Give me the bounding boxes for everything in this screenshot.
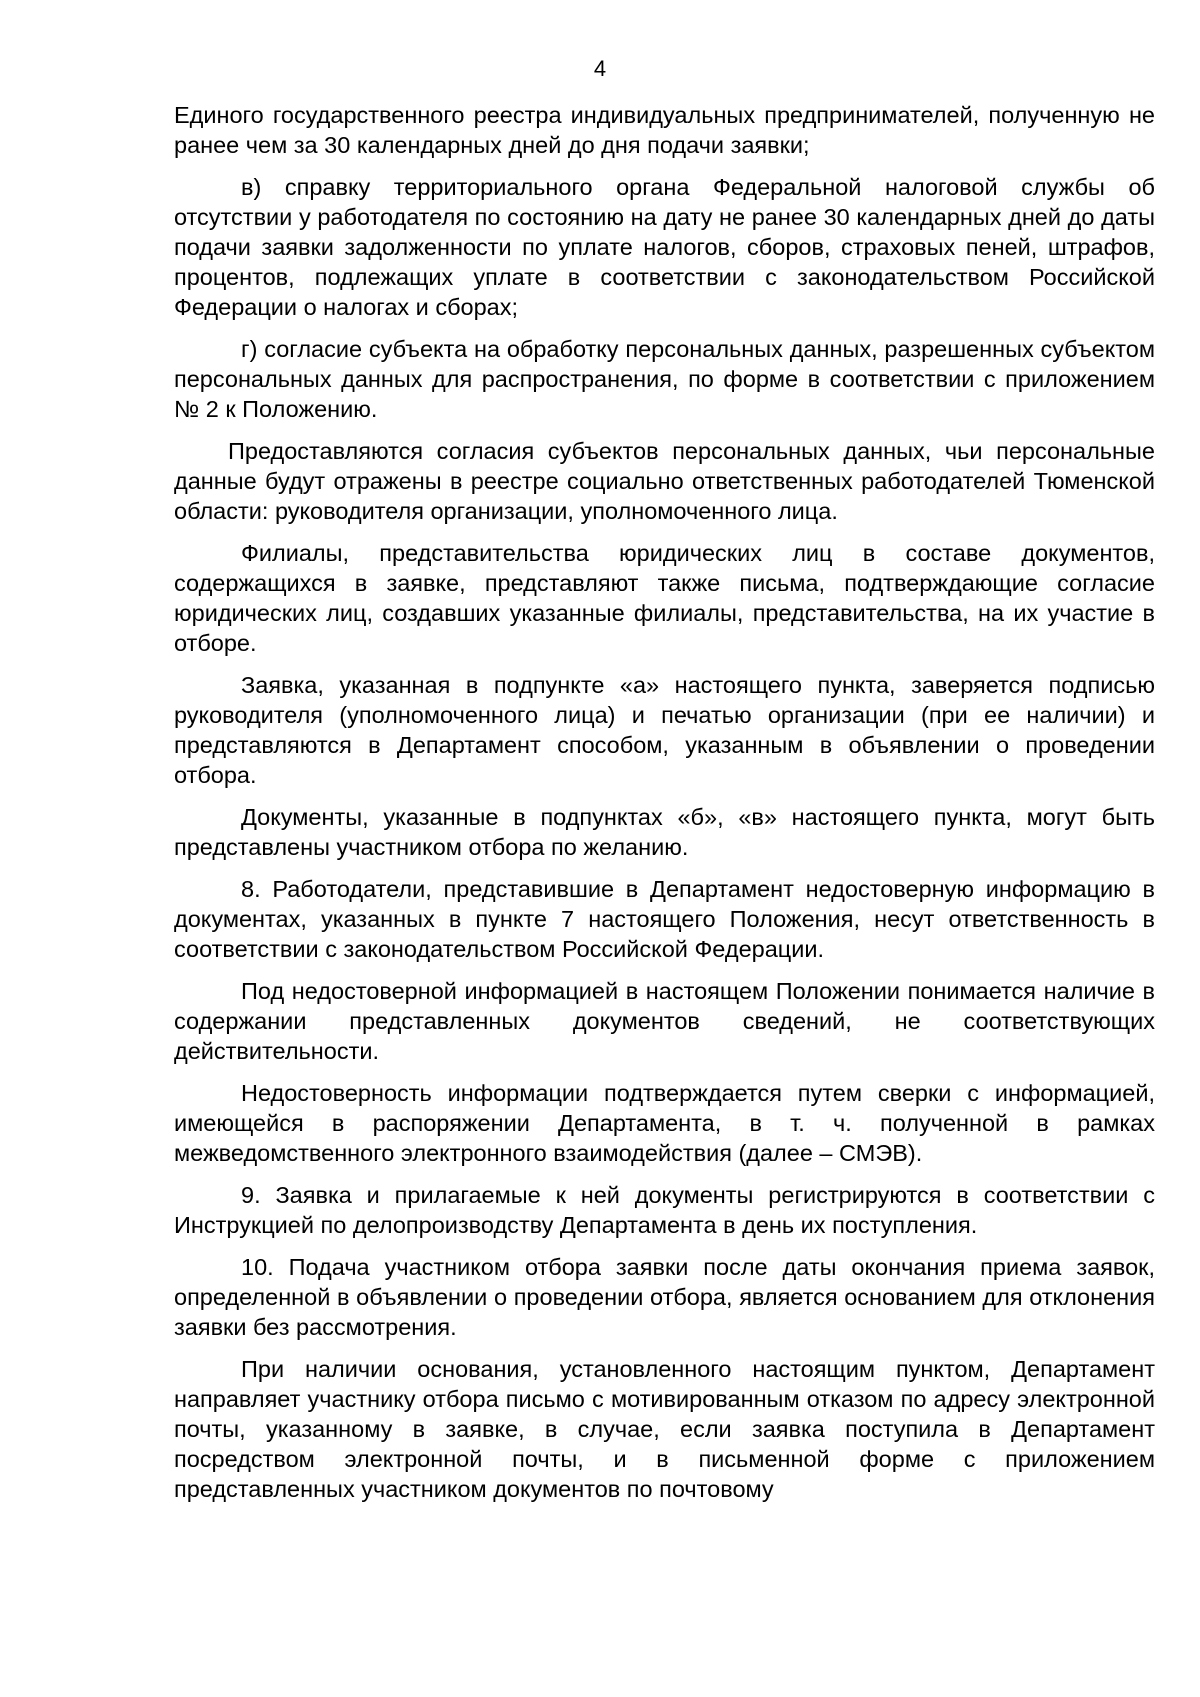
paragraph-clause-8: 8. Работодатели, представившие в Департамент недостоверную информацию в документах, указанных в пункте 7 настоящего Положения, несут ответственность в соответствии с законодательством Российской Федерации. xyxy=(174,876,1155,962)
paragraph-application-certification: Заявка, указанная в подпункте «а» настоящего пункта, заверяется подписью руководителя (уполномоченного лица) и печатью организации (при ее наличии) и представляются в Департамент способом, указанным в объявлении о проведении отбора. xyxy=(174,672,1155,788)
paragraph-item-g: г) согласие субъекта на обработку персональных данных, разрешенных субъектом персональных данных для распространения, по форме в соответствии с приложением № 2 к Положению. xyxy=(174,336,1155,422)
paragraph-unreliable-info-verification: Недостоверность информации подтверждается путем сверки с информацией, имеющейся в распоряжении Департамента, в т. ч. полученной в рамках межведомственного электронного взаимодействия (далее – СМЭВ). xyxy=(174,1080,1155,1166)
paragraph-clause-9: 9. Заявка и прилагаемые к ней документы регистрируются в соответствии с Инструкцией по делопроизводству Департамента в день их поступления. xyxy=(174,1182,1155,1238)
paragraph-branches: Филиалы, представительства юридических лиц в составе документов, содержащихся в заявке, представляют также письма, подтверждающие согласие юридических лиц, создавших указанные филиалы, представительства, на их участие в отборе. xyxy=(174,540,1155,656)
document-body xyxy=(174,100,1155,1516)
paragraph-clause-10: 10. Подача участником отбора заявки после даты окончания приема заявок, определенной в объявлении о проведении отбора, является основанием для отклонения заявки без рассмотрения. xyxy=(174,1254,1155,1340)
paragraph-unreliable-info-definition: Под недостоверной информацией в настоящем Положении понимается наличие в содержании представленных документов сведений, не соответствующих действительности. xyxy=(174,978,1155,1064)
page-number: 4 xyxy=(593,56,607,81)
paragraph-consents: Предоставляются согласия субъектов персональных данных, чьи персональные данные будут отражены в реестре социально ответственных работодателей Тюменской области: руководителя организации, уполномоченного лица. xyxy=(174,438,1155,524)
paragraph-refusal-letter: При наличии основания, установленного настоящим пунктом, Департамент направляет участнику отбора письмо с мотивированным отказом по адресу электронной почты, указанному в заявке, в случае, если заявка поступила в Департамент посредством электронной почты, и в письменной форме с приложением представленных участником документов по почтовому xyxy=(174,1356,1155,1502)
paragraph-item-v: в) справку территориального органа Федеральной налоговой службы об отсутствии у работодателя по состоянию на дату не ранее 30 календарных дней до даты подачи заявки задолженности по уплате налогов, сборов, страховых пеней, штрафов, процентов, подлежащих уплате в соответствии с законодательством Российской Федерации о налогах и сборах; xyxy=(174,174,1155,320)
paragraph-optional-documents: Документы, указанные в подпунктах «б», «в» настоящего пункта, могут быть представлены участником отбора по желанию. xyxy=(174,804,1155,860)
paragraph-egrip-continuation: Единого государственного реестра индивидуальных предпринимателей, полученную не ранее чем за 30 календарных дней до дня подачи заявки; xyxy=(174,102,1155,158)
